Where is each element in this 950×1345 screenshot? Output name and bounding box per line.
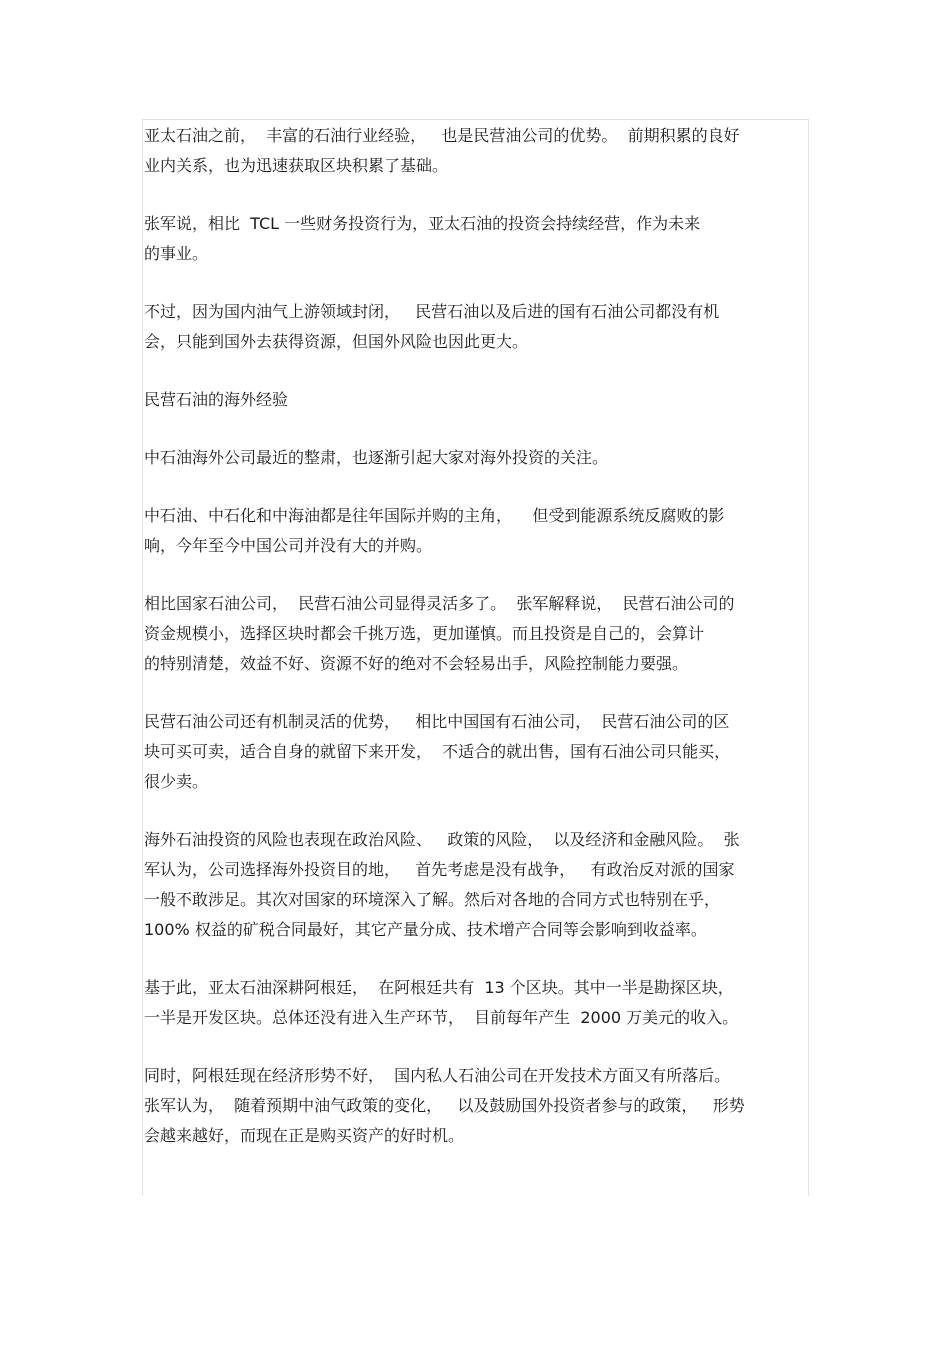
text-line: 会越来越好，而现在正是购买资产的好时机。 [144, 1126, 465, 1145]
paragraph [144, 297, 806, 357]
text-line: 资金规模小，选择区块时都会千挑万选，更加谨慎。而且投资是自己的，会算计 [144, 624, 705, 643]
section-heading [144, 385, 806, 415]
text-line: 亚太石油之前， 丰富的石油行业经验， 也是民营油公司的优势。 前期积累的良好 [144, 126, 740, 145]
paragraph [144, 501, 806, 561]
paragraph [144, 209, 806, 269]
paragraph [144, 973, 806, 1033]
text-line: 相比国家石油公司， 民营石油公司显得灵活多了。 张军解释说， 民营石油公司的 [144, 594, 735, 613]
text-line: 会，只能到国外去获得资源，但国外风险也因此更大。 [144, 332, 529, 351]
text-line: 民营石油公司还有机制灵活的优势， 相比中国国有石油公司， 民营石油公司的区 [144, 712, 730, 731]
paragraph [144, 707, 806, 797]
text-line: 响，今年至今中国公司并没有大的并购。 [144, 536, 433, 555]
text-line: 一半是开发区块。总体还没有进入生产环节， 目前每年产生 2000 万美元的收入。 [144, 1008, 739, 1027]
text-line: 100% 权益的矿税合同最好，其它产量分成、技术增产合同等会影响到收益率。 [144, 920, 707, 939]
text-line: 块可买可卖，适合自身的就留下来开发， 不适合的就出售，国有石油公司只能买， [144, 742, 731, 761]
text-line: 张军说，相比 TCL 一些财务投资行为，亚太石油的投资会持续经营，作为未来 [144, 214, 701, 233]
text-line: 业内关系，也为迅速获取区块积累了基础。 [144, 156, 449, 175]
text-line: 张军认为， 随着预期中油气政策的变化， 以及鼓励国外投资者参与的政策， 形势 [144, 1096, 745, 1115]
paragraph [144, 1061, 806, 1151]
text-line: 的事业。 [144, 244, 209, 263]
text-line: 军认为，公司选择海外投资目的地， 首先考虑是没有战争， 有政治反对派的国家 [144, 860, 735, 879]
text-line: 一般不敢涉足。其次对国家的环境深入了解。然后对各地的合同方式也特别在乎， [144, 890, 721, 909]
text-line: 很少卖。 [144, 772, 209, 791]
text-line: 基于此，亚太石油深耕阿根廷， 在阿根廷共有 13 个区块。其中一半是勘探区块， [144, 978, 734, 997]
text-line: 的特别清楚，效益不好、资源不好的绝对不会轻易出手，风险控制能力要强。 [144, 654, 689, 673]
paragraph [144, 589, 806, 679]
paragraph [144, 825, 806, 945]
text-line: 海外石油投资的风险也表现在政治风险、 政策的风险， 以及经济和金融风险。 张 [144, 830, 740, 849]
paragraph [144, 121, 806, 181]
text-line: 中石油海外公司最近的整肃，也逐渐引起大家对海外投资的关注。 [144, 448, 609, 467]
document-body [144, 121, 806, 1179]
text-line: 同时，阿根廷现在经济形势不好， 国内私人石油公司在开发技术方面又有所落后。 [144, 1066, 731, 1085]
paragraph [144, 443, 806, 473]
text-line: 中石油、中石化和中海油都是往年国际并购的主角， 但受到能源系统反腐败的影 [144, 506, 725, 525]
text-line: 民营石油的海外经验 [144, 390, 289, 409]
text-line: 不过，因为国内油气上游领域封闭， 民营石油以及后进的国有石油公司都没有机 [144, 302, 720, 321]
